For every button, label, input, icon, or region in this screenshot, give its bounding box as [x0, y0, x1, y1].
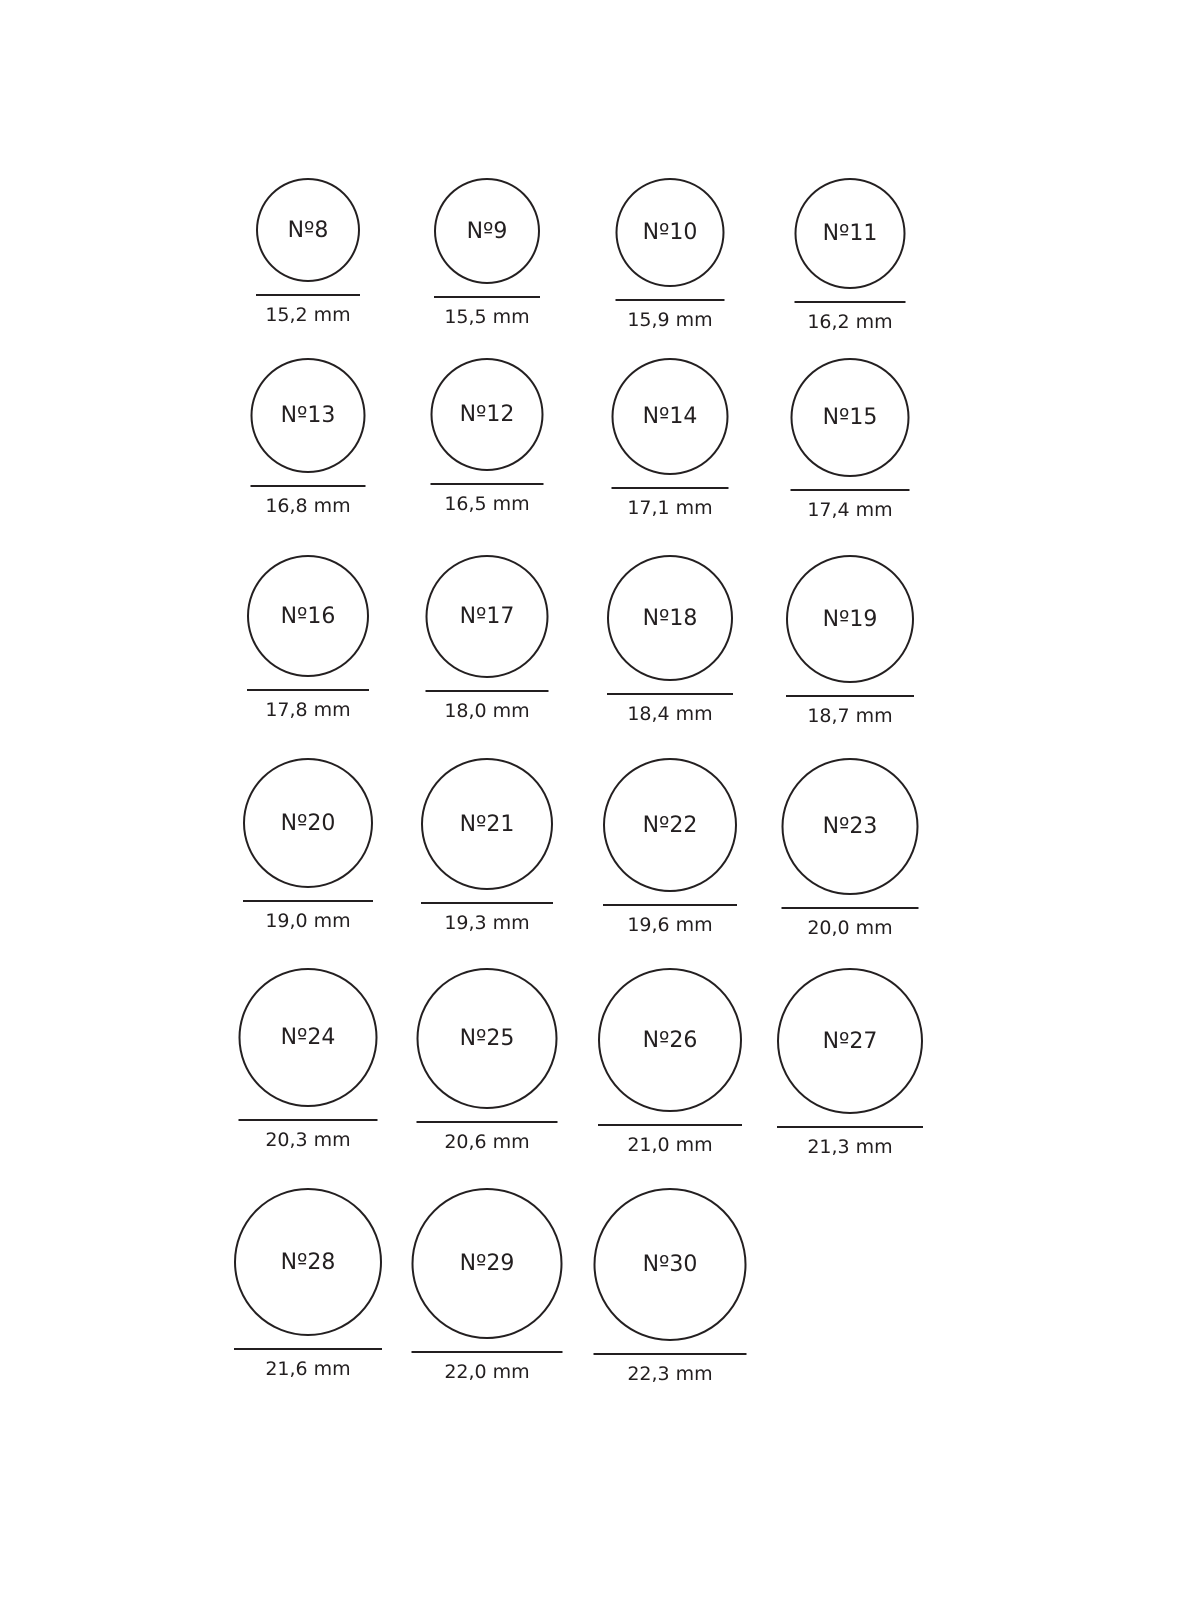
ring-circle	[234, 1188, 382, 1336]
ring-circle	[239, 968, 378, 1107]
ring-size-label: Nº28	[280, 1249, 336, 1275]
diameter-label: 16,8 mm	[265, 495, 351, 517]
diameter-label: 21,0 mm	[627, 1134, 713, 1156]
diameter-label: 16,2 mm	[807, 311, 893, 333]
diameter-line	[421, 902, 553, 904]
ring-size-item	[782, 758, 919, 939]
ring-size-item	[594, 1188, 747, 1385]
diameter-line	[594, 1353, 747, 1355]
ring-size-label: Nº15	[822, 405, 878, 430]
ring-size-item	[603, 758, 737, 936]
ring-size-item	[786, 555, 914, 727]
ring-size-label: Nº22	[642, 812, 698, 838]
diameter-line	[431, 483, 544, 485]
ring-circle	[612, 358, 729, 475]
ring-circle	[791, 358, 910, 477]
ring-size-label: Nº16	[280, 603, 336, 629]
ring-size-item	[607, 555, 733, 725]
ring-size-item	[791, 358, 910, 521]
ring-circle	[782, 758, 919, 895]
diameter-label: 15,2 mm	[265, 304, 351, 326]
diameter-line	[251, 485, 366, 487]
diameter-line	[791, 489, 910, 491]
ring-size-item	[612, 358, 729, 519]
ring-size-label: Nº17	[459, 604, 515, 629]
diameter-line	[607, 693, 733, 695]
ring-circle	[431, 358, 544, 471]
diameter-label: 20,6 mm	[444, 1131, 530, 1153]
ring-circle	[247, 555, 369, 677]
ring-circle	[598, 968, 742, 1112]
diameter-line	[603, 904, 737, 906]
diameter-line	[598, 1124, 742, 1126]
ring-size-label: Nº18	[642, 605, 698, 631]
diameter-label: 18,0 mm	[444, 700, 530, 722]
ring-circle	[412, 1188, 563, 1339]
ring-size-item	[777, 968, 923, 1158]
diameter-label: 17,1 mm	[627, 497, 713, 519]
ring-circle	[426, 555, 549, 678]
ring-size-item	[239, 968, 378, 1151]
ring-size-label: Nº24	[280, 1025, 336, 1050]
diameter-label: 22,3 mm	[627, 1363, 713, 1385]
ring-circle	[594, 1188, 747, 1341]
diameter-label: 19,3 mm	[444, 912, 530, 934]
ring-size-item	[598, 968, 742, 1156]
ring-size-item	[256, 178, 360, 326]
ring-circle	[256, 178, 360, 282]
diameter-label: 20,0 mm	[807, 917, 893, 939]
diameter-line	[782, 907, 919, 909]
ring-size-label: Nº12	[459, 402, 515, 427]
diameter-line	[256, 294, 360, 296]
diameter-label: 18,7 mm	[807, 705, 893, 727]
ring-circle	[607, 555, 733, 681]
diameter-label: 20,3 mm	[265, 1129, 351, 1151]
ring-size-item	[234, 1188, 382, 1380]
diameter-label: 19,0 mm	[265, 910, 351, 932]
ring-circle	[251, 358, 366, 473]
diameter-label: 19,6 mm	[627, 914, 713, 936]
ring-size-label: Nº9	[466, 218, 508, 244]
ring-circle	[421, 758, 553, 890]
ring-size-item	[795, 178, 906, 333]
ring-size-label: Nº13	[280, 403, 336, 428]
diameter-label: 16,5 mm	[444, 493, 530, 515]
diameter-label: 17,4 mm	[807, 499, 893, 521]
diameter-line	[412, 1351, 563, 1353]
ring-circle	[603, 758, 737, 892]
diameter-label: 15,9 mm	[627, 309, 713, 331]
ring-size-label: Nº21	[459, 811, 515, 837]
diameter-line	[786, 695, 914, 697]
diameter-label: 15,5 mm	[444, 306, 530, 328]
ring-size-label: Nº10	[642, 220, 698, 245]
diameter-label: 17,8 mm	[265, 699, 351, 721]
ring-size-label: Nº26	[642, 1027, 698, 1053]
ring-size-label: Nº20	[280, 810, 336, 836]
ring-size-label: Nº23	[822, 814, 878, 839]
diameter-line	[795, 301, 906, 303]
ring-circle	[777, 968, 923, 1114]
ring-circle	[795, 178, 906, 289]
diameter-line	[417, 1121, 558, 1123]
diameter-line	[234, 1348, 382, 1350]
ring-size-label: Nº29	[459, 1251, 515, 1276]
diameter-label: 22,0 mm	[444, 1361, 530, 1383]
ring-size-item	[243, 758, 373, 932]
ring-size-item	[412, 1188, 563, 1383]
ring-size-label: Nº11	[822, 221, 878, 246]
ring-circle	[243, 758, 373, 888]
diameter-line	[243, 900, 373, 902]
ring-size-item	[434, 178, 540, 328]
ring-circle	[616, 178, 725, 287]
diameter-line	[239, 1119, 378, 1121]
diameter-label: 18,4 mm	[627, 703, 713, 725]
ring-size-item	[251, 358, 366, 517]
ring-size-item	[417, 968, 558, 1153]
diameter-label: 21,6 mm	[265, 1358, 351, 1380]
diameter-line	[612, 487, 729, 489]
ring-size-item	[426, 555, 549, 722]
ring-size-label: Nº25	[459, 1026, 515, 1051]
ring-size-item	[247, 555, 369, 721]
ring-size-label: Nº19	[822, 606, 878, 632]
ring-size-label: Nº30	[642, 1252, 698, 1277]
ring-size-label: Nº27	[822, 1028, 878, 1054]
diameter-line	[616, 299, 725, 301]
diameter-line	[777, 1126, 923, 1128]
diameter-line	[434, 296, 540, 298]
ring-circle	[434, 178, 540, 284]
ring-size-label: Nº14	[642, 404, 698, 429]
diameter-line	[426, 690, 549, 692]
ring-size-item	[421, 758, 553, 934]
diameter-line	[247, 689, 369, 691]
ring-circle	[786, 555, 914, 683]
ring-circle	[417, 968, 558, 1109]
ring-size-item	[431, 358, 544, 515]
diameter-label: 21,3 mm	[807, 1136, 893, 1158]
ring-size-label: Nº8	[287, 217, 329, 243]
ring-size-item	[616, 178, 725, 331]
